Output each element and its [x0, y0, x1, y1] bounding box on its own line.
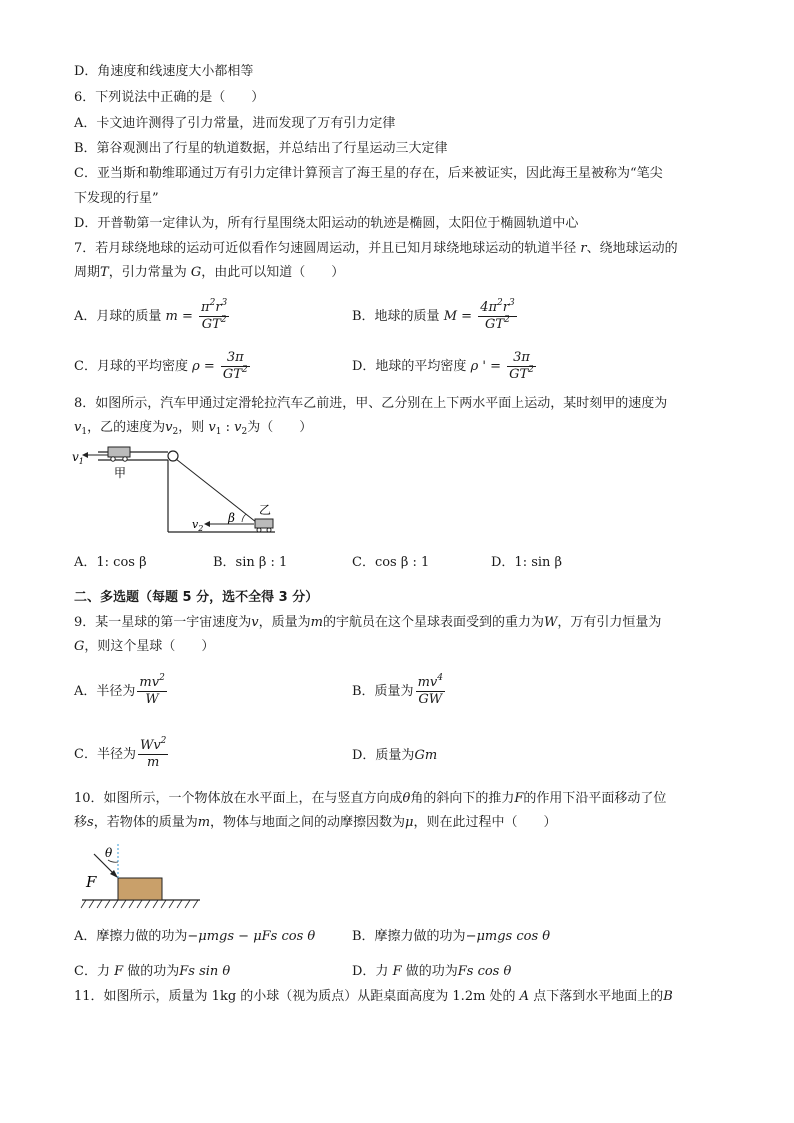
q7-stem-text1b: 、绕地球运动的	[586, 241, 678, 256]
q7-stem-line2	[74, 264, 344, 282]
q7-stem-text2c: ，由此可以知道（ ）	[201, 265, 345, 280]
q10-stem-text1a: 10．如图所示，一个物体放在水平面上，在与竖直方向成	[74, 791, 403, 806]
q9-option-d-label: D．质量为	[352, 748, 415, 763]
q7-option-d: D．地球的平均密度 ρ ' = $\frac{3\pi}{GT^2}$	[352, 350, 534, 382]
section-heading-multiple-choice: 二、多选题（每题 5 分，选不全得 3 分）	[74, 590, 319, 605]
q11-stem-text-b: 点下落到水平地面上的	[533, 989, 664, 1004]
q10-option-a-label: A．摩擦力做的功为	[74, 929, 188, 944]
q10-stem-text2a: 移	[74, 815, 88, 830]
q9-option-b	[352, 675, 445, 708]
q7-var-T: T	[100, 265, 109, 280]
q8-option-d: D．1: sin β	[491, 555, 563, 570]
q10-block	[118, 878, 162, 900]
q7-stem-text2b: ，引力常量为	[108, 265, 187, 280]
q7-option-c-label: C．月球的平均密度	[74, 359, 188, 374]
q8-figure	[70, 444, 290, 536]
q9-stem-text2: ，则这个星球（ ）	[84, 639, 215, 654]
q9-stem-text1a: 9．某一星球的第一宇宙速度为	[74, 615, 252, 630]
q7-option-a-formula: $\frac{\pi^2r^3}{GT^2}$	[201, 298, 228, 332]
q10-stem-text2b: ，若物体的质量为	[93, 815, 198, 830]
q8-car-jia	[108, 447, 130, 461]
q6-option-c-cont: 下发现的行星”	[74, 191, 159, 206]
q10-option-d-label: D．力	[352, 964, 389, 979]
q7-var-G: G	[186, 265, 202, 280]
q7-option-d-label: D．地球的平均密度	[352, 359, 467, 374]
q9-stem-text1c: 的宇航员在这个星球表面受到的重力为	[322, 615, 544, 630]
q10-option-d-expr: Fs cos θ	[457, 964, 512, 979]
q10-stem-text2c: ，物体与地面之间的动摩擦因数为	[210, 815, 406, 830]
q9-option-d: D．质量为Gm	[352, 748, 438, 763]
q10-stem-text2d: ，则在此过程中（ ）	[413, 815, 557, 830]
q8-stem-text2c: 为（ ）	[247, 420, 313, 435]
q5-option-d: D．角速度和线速度大小都相等	[74, 64, 254, 79]
q10-figure	[80, 840, 210, 914]
q10-label-F: F	[86, 873, 97, 891]
q8-option-a: A．1: cos β	[74, 555, 147, 570]
q10-option-b-label: B．摩擦力做的功为	[352, 929, 466, 944]
q10-option-b-expr: −μmgs cos θ	[465, 929, 551, 944]
q7-stem-line1	[74, 240, 678, 258]
q10-stem-text1b: 角的斜向下的推力	[410, 791, 515, 806]
q9-option-c-label: C．半径为	[74, 747, 136, 762]
q9-option-a-label: A．半径为	[74, 684, 136, 699]
q8-label-beta: β	[228, 511, 235, 525]
q10-stem-line2: 移s，若物体的质量为m，物体与地面之间的动摩擦因数为μ，则在此过程中（ ）	[74, 815, 557, 830]
q8-label-jia: 甲	[114, 466, 127, 480]
q7-option-c: C．月球的平均密度 ρ = $\frac{3\pi}{GT^2}$	[74, 350, 248, 382]
q10-option-c-label: C．力	[74, 964, 110, 979]
q10-option-a-expr: −μmgs − μFs cos θ	[187, 929, 316, 944]
q7-option-c-formula: $\frac{3\pi}{GT^2}$	[222, 350, 248, 382]
q10-option-d-mid: 做的功为	[405, 964, 458, 979]
q7-stem-text2a: 周期	[74, 265, 101, 280]
q9-stem-text1d: ，万有引力恒量为	[557, 615, 662, 630]
q11-stem-text: 11．如图所示，质量为 1kg 的小球（视为质点）从距桌面高度为 1.2m 处的	[74, 989, 516, 1004]
q7-option-a-label: A．月球的质量	[74, 309, 162, 324]
q9-option-a	[74, 675, 167, 708]
q10-label-theta: θ	[105, 846, 113, 860]
q8-stem-line1: 8．如图所示，汽车甲通过定滑轮拉汽车乙前进，甲、乙分别在上下两水平面上运动，某时刻甲的速度为	[74, 396, 668, 411]
q6-option-c: C．亚当斯和勒维耶通过万有引力定律计算预言了海王星的存在，后来被证实，因此海王星被称为“笔尖	[74, 166, 663, 181]
q6-option-a: A．卡文迪许测得了引力常量，进而发现了万有引力定律	[74, 116, 396, 131]
q9-stem-line2: G，则这个星球（ ）	[74, 639, 215, 654]
q6-stem: 6．下列说法中正确的是（ ）	[74, 90, 265, 105]
q7-var-r: r	[576, 241, 587, 256]
q7-option-a: A．月球的质量 m = $\frac{\pi^2r^3}{GT^2}$	[74, 298, 228, 332]
q8-stem-text2a: ，乙的速度为	[87, 420, 166, 435]
q8-car-yi	[255, 519, 273, 532]
q10-stem-line1: 10．如图所示，一个物体放在水平面上，在与竖直方向成θ角的斜向下的推力F的作用下沿平面移动了位	[74, 791, 667, 806]
q8-option-c: C．cos β : 1	[352, 555, 430, 570]
q7-option-b-formula: $\frac{4\pi^2r^3}{GT^2}$	[480, 298, 515, 332]
q6-option-b: B．第谷观测出了行星的轨道数据，并总结出了行星运动三大定律	[74, 141, 448, 156]
q8-option-b: B．sin β : 1	[213, 555, 288, 570]
q10-option-b	[352, 928, 550, 946]
q7-stem-text1: 7．若月球绕地球的运动可近似看作匀速圆周运动，并且已知月球绕地球运动的轨道半径	[74, 241, 577, 256]
q7-option-d-formula: $\frac{3\pi}{GT^2}$	[509, 350, 534, 382]
q10-option-d: D．力 F 做的功为Fs cos θ	[352, 964, 512, 979]
q10-option-a	[74, 928, 315, 946]
q10-option-c-expr: Fs sin θ	[179, 964, 231, 979]
q9-option-b-label: B．质量为	[352, 684, 414, 699]
q6-option-d: D．开普勒第一定律认为，所有行星围绕太阳运动的轨迹是椭圆，太阳位于椭圆轨道中心	[74, 216, 579, 231]
q9-stem-line1: 9．某一星球的第一宇宙速度为v，质量为m的宇航员在这个星球表面受到的重力为W，万有引力恒量为	[74, 615, 662, 630]
q9-stem-text1b: ，质量为	[258, 615, 311, 630]
q9-option-a-formula: $\frac{mv^2}{W}$	[139, 673, 165, 707]
q8-stem-line2: $v_1$，乙的速度为$v_2$，则 $v_1$ : $v_2$为（ ）	[74, 420, 313, 437]
q10-stem-text1c: 的作用下沿平面移动了位	[523, 791, 667, 806]
q8-stem-text2b: ，则	[178, 420, 205, 435]
q11-stem-line1: 11．如图所示，质量为 1kg 的小球（视为质点）从距桌面高度为 1.2m 处的 A 点下落到水平地面上的B	[74, 989, 673, 1004]
q8-label-yi: 乙	[259, 503, 272, 517]
q8-label-v1: $v_1$	[72, 450, 84, 466]
q9-option-c-formula: $\frac{Wv^2}{m}$	[139, 736, 167, 770]
q9-option-c	[74, 738, 168, 771]
q8-label-v2: $v_2$	[192, 518, 204, 533]
q7-option-b-label: B．地球的质量	[352, 309, 440, 324]
q10-option-c-mid: 做的功为	[127, 964, 180, 979]
q7-option-b: B．地球的质量 M = $\frac{4\pi^2r^3}{GT^2}$	[352, 298, 515, 332]
q9-option-b-formula: $\frac{mv^4}{GW}$	[417, 673, 443, 707]
q10-option-c: C．力 F 做的功为Fs sin θ	[74, 964, 231, 979]
